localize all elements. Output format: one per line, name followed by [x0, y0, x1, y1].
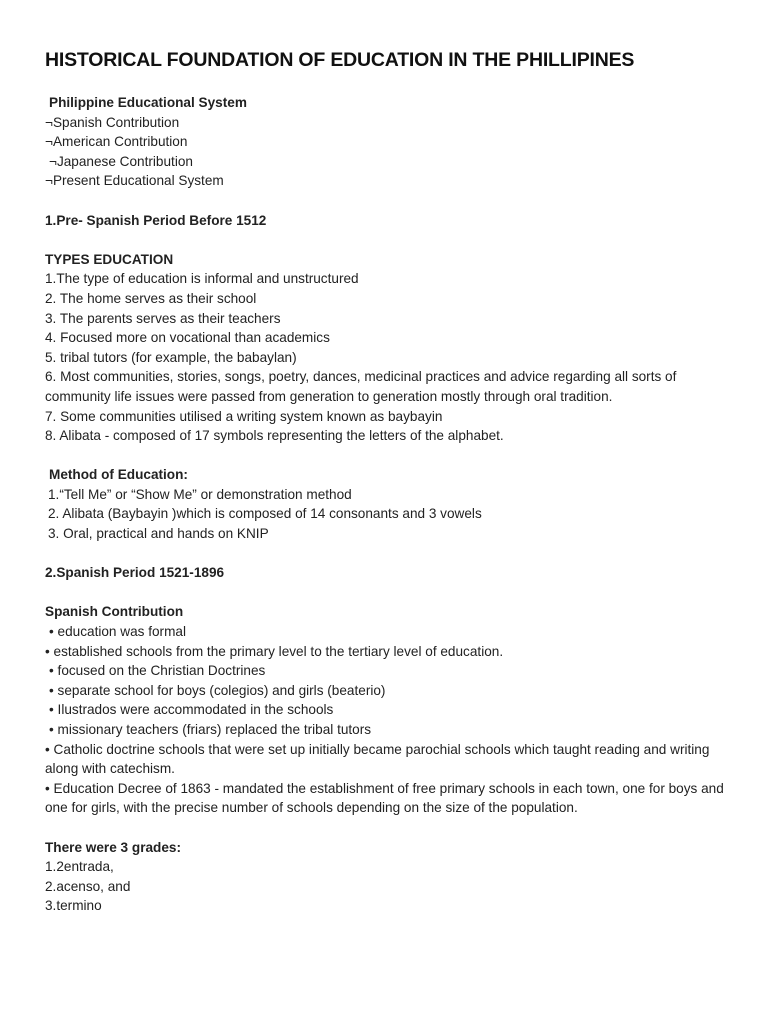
system-item: ¬Spanish Contribution: [45, 114, 180, 130]
document-title: HISTORICAL FOUNDATION OF EDUCATION IN THE PHILLIPINES: [45, 49, 635, 71]
types-item: 2. The home serves as their school: [45, 290, 257, 306]
spanish-heading: 2.Spanish Period 1521-1896: [45, 565, 225, 581]
types-item: 6. Most communities, stories, songs, poetry, dances, medicinal practices and advice regarding all sorts of community life issues were passed from generation to generation mostly through oral tradition.: [45, 369, 677, 404]
types-item: 7. Some communities utilised a writing system known as baybayin: [45, 408, 443, 424]
system-heading: Philippine Educational System: [49, 95, 247, 110]
types-heading: TYPES EDUCATION: [45, 251, 174, 267]
system-item: ¬Japanese Contribution: [49, 153, 193, 169]
spacer: [45, 191, 735, 211]
method-item: 3. Oral, practical and hands on KNIP: [48, 526, 269, 542]
system-item: ¬Present Educational System: [45, 173, 224, 189]
spacer: [45, 818, 735, 838]
contribution-item: • Catholic doctrine schools that were set up initially became parochial schools which taught reading and writing along with catechism.: [45, 741, 710, 777]
method-heading: Method of Education:: [49, 467, 188, 483]
system-item: ¬American Contribution: [45, 134, 188, 150]
document-body: [45, 93, 735, 916]
contribution-item: • education was formal: [49, 624, 186, 640]
spacer: [45, 230, 735, 250]
contribution-item: • separate school for boys (colegios) and girls (beaterio): [49, 682, 386, 698]
grades-item: 1.2entrada,: [45, 859, 114, 875]
contribution-item: • missionary teachers (friars) replaced the tribal tutors: [49, 722, 372, 737]
types-item: 8. Alibata - composed of 17 symbols representing the letters of the alphabet.: [45, 428, 504, 444]
types-item: 5. tribal tutors (for example, the babaylan): [45, 349, 297, 365]
contribution-heading: Spanish Contribution: [45, 604, 184, 620]
types-item: 1.The type of education is informal and unstructured: [45, 271, 359, 287]
spacer: [45, 446, 735, 466]
pre-spanish-heading: 1.Pre- Spanish Period Before 1512: [45, 212, 267, 228]
grades-item: 3.termino: [45, 898, 102, 914]
contribution-item: • Ilustrados were accommodated in the schools: [49, 702, 334, 718]
types-item: 3. The parents serves as their teachers: [45, 310, 281, 326]
contribution-item: • established schools from the primary level to the tertiary level of education.: [45, 643, 504, 659]
spacer: [45, 544, 735, 564]
spacer: [45, 583, 735, 603]
grades-item: 2.acenso, and: [45, 878, 131, 894]
contribution-item: • focused on the Christian Doctrines: [49, 663, 266, 679]
method-item: 1.“Tell Me” or “Show Me” or demonstration method: [48, 486, 352, 502]
types-item: 4. Focused more on vocational than academics: [45, 330, 330, 346]
contribution-item: • Education Decree of 1863 - mandated the establishment of free primary schools in each town, one for boys and one for girls, with the precise number of schools depending on the size of the population.: [45, 780, 724, 816]
method-item: 2. Alibata (Baybayin )which is composed of 14 consonants and 3 vowels: [48, 506, 482, 522]
grades-heading: There were 3 grades:: [45, 839, 181, 855]
